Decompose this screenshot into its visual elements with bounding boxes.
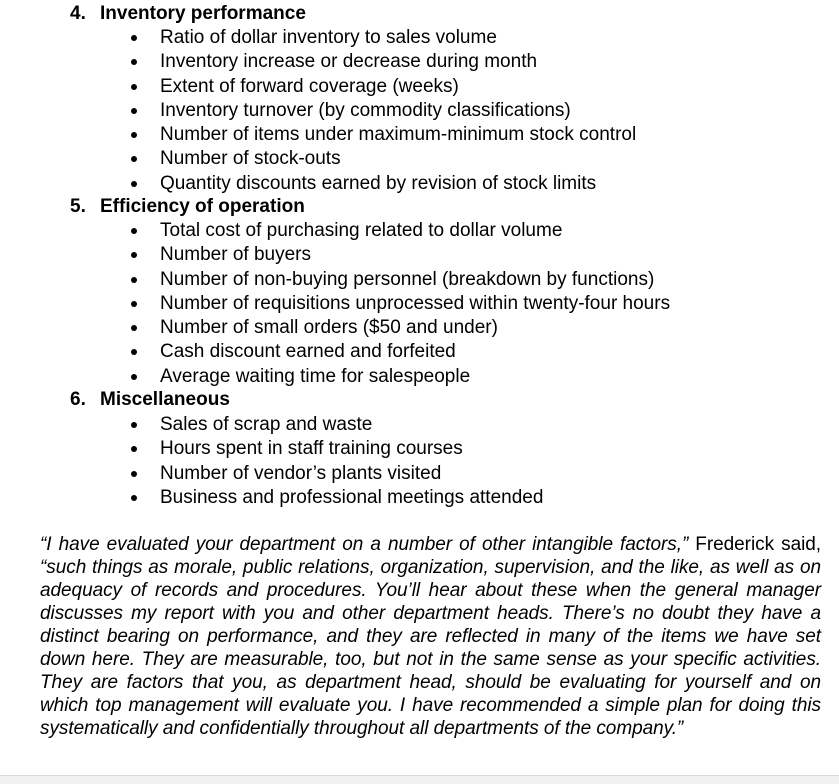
- list-item-text: Business and professional meetings attended: [160, 486, 544, 508]
- list-item-text: Hours spent in staff training courses: [160, 438, 463, 460]
- bullet-icon: [131, 108, 137, 114]
- section-title: Miscellaneous: [100, 389, 230, 410]
- bullet-icon: [131, 277, 137, 283]
- list-item-text: Average waiting time for salespeople: [160, 365, 471, 387]
- section-number: 5.: [70, 196, 86, 217]
- section-title: Inventory performance: [100, 3, 306, 24]
- attribution: Frederick said,: [688, 534, 821, 555]
- list-item-text: Inventory increase or decrease during month: [160, 51, 538, 73]
- bullet-icon: [131, 156, 137, 162]
- quote-part-2: “such things as morale, public relations, organization, supervision, and the like, as well as on adequacy of records and procedures. You’ll hear about these when the general manager discusses my report with you and other department heads. There’s no doubt they have a distinct bearing on performance, and they are reflected in many of the items we have set down here. They are measurable, too, but not in the same sense as your specific activities. They are factors that you, as department head, should be evaluating for yourself and on which top management will evaluate you. I have recommended a simple plan for doing this systematically and confidentially throughout all departments of the company.”: [40, 557, 821, 739]
- list-item-text: Ratio of dollar inventory to sales volume: [160, 27, 497, 48]
- bullet-icon: [131, 495, 137, 501]
- list-item-text: Number of small orders ($50 and under): [160, 317, 498, 339]
- bullet-icon: [131, 59, 137, 65]
- bullet-icon: [131, 446, 137, 452]
- list-item-text: Number of non-buying personnel (breakdown by functions): [160, 268, 655, 290]
- section-heading-efficiency-of-operation: [70, 195, 305, 219]
- bullet-icon: [131, 132, 137, 138]
- bullet-icon: [131, 471, 137, 477]
- bullet-icon: [131, 35, 137, 41]
- closing-paragraph: [40, 533, 821, 740]
- list-item-text: Number of items under maximum-minimum stock control: [160, 124, 637, 146]
- list-item-text: Quantity discounts earned by revision of stock limits: [160, 172, 597, 194]
- bullet-icon: [131, 181, 137, 187]
- bullet-icon: [131, 422, 137, 428]
- bullet-icon: [131, 252, 137, 258]
- bullet-icon: [131, 228, 137, 234]
- section-number: 6.: [70, 389, 86, 410]
- list-item-text: Extent of forward coverage (weeks): [160, 75, 459, 97]
- section-heading-inventory-performance: [70, 2, 306, 26]
- section-number: 4.: [70, 3, 86, 24]
- list-item-text: Inventory turnover (by commodity classifications): [160, 99, 571, 121]
- list-item-text: Number of vendor’s plants visited: [160, 462, 442, 484]
- bullet-icon: [131, 325, 137, 331]
- list-item-text: Total cost of purchasing related to dollar volume: [160, 220, 563, 241]
- list-item-text: Cash discount earned and forfeited: [160, 341, 456, 363]
- bullet-icon: [131, 349, 137, 355]
- section-heading-miscellaneous: [70, 388, 230, 412]
- bullet-icon: [131, 301, 137, 307]
- section-title: Efficiency of operation: [100, 196, 305, 217]
- quote-part-1: “I have evaluated your department on a number of other intangible factors,”: [40, 534, 689, 555]
- bullet-icon: [131, 374, 137, 380]
- bullet-icon: [131, 84, 137, 90]
- list-item-text: Number of buyers: [160, 244, 312, 266]
- list-item-text: Number of requisitions unprocessed within twenty-four hours: [160, 292, 671, 314]
- list-item-text: Sales of scrap and waste: [160, 414, 373, 435]
- list-item-text: Number of stock-outs: [160, 148, 341, 170]
